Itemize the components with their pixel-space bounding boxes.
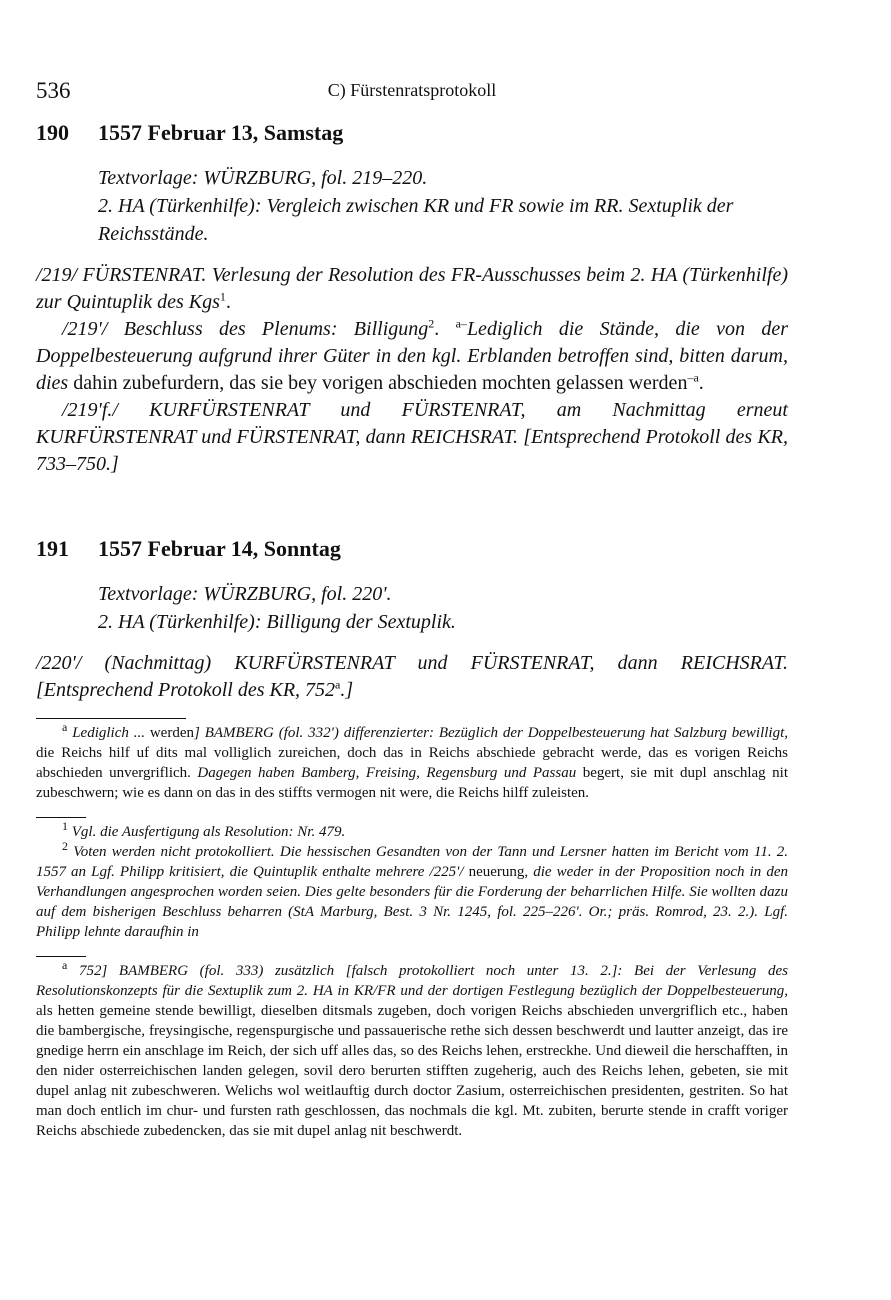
footnote-block: [36, 720, 789, 803]
document-page: [36, 74, 788, 1141]
footnote-block: [36, 958, 789, 1141]
section-number: 190: [36, 120, 69, 145]
body-paragraph: /219'f./ KURFÜRSTENRAT und FÜRSTENRAT, am Nachmittag erneut KURFÜRSTENRAT und FÜRSTENRAT, dann REICHSRAT. [Entsprechend Protokoll des KR, 733–750.]: [36, 399, 788, 475]
footnote-b: $^a$ 752] BAMBERG (fol. 333) zusätzlich [falsch protokolliert noch unter 13. 2.]: Bei der Verlesung des Resolutionskonzepts für die Sextuplik zum 2. HA in KR/FR und der dortigen Festlegung bezüglich der Doppelbesteuerung, als hetten gemeine stende bewilligt, dieselben ditsmals zugeben, doch vorigen Reichs abschieden unvergriflich etc., haben die bambergische, freysingische, regenspurgische und passauerische rethe sich dessen beschwerdt und lautter anzeigt, das ire gnedige herrn ein anschlage im Reich, der sich uff alles das, so des Reichs lehen, erstreckhe. Und dieweil die herschafften, in den nider osterreichischen landen gelegen, sovil dero berurten stifften zugeherig, auch des Reichs lehen, gebeten, sie mit dupel anlag nit zubeschweren. Welichs wol weitlauftig durch doctor Zasium, osterreichischen presidenten, gestriten. So hat man doch entlich im chur- und fursten rath geschlossen, das nochmals die kgl. Mt. zubiten, berurte stende in crafft voriger Reichs abschiede zubedencken, das sie mit dupel anlag nit beschwerdt.: [36, 958, 789, 1139]
body-paragraph: /219'/ Beschluss des Plenums: Billigung$^2$. $^{a-}$Lediglich die Stände, die von der Doppelbesteuerung aufgrund ihrer Güter in den kgl. Erblanden betroffen sind, bitten darum, dies dahin zubefurdern, das sie bey vorigen abschieden mochten gelassen werden$^{-a}$.: [36, 316, 789, 394]
section-number: 191: [36, 536, 69, 561]
text-source: Textvorlage: WÜRZBURG, fol. 220'.: [98, 583, 392, 605]
footnote-a: $^a$ Lediglich ... werden] BAMBERG (fol. 332') differenzierter: Bezüglich der Doppelbesteuerung hat Salzburg bewilligt, die Reichs hilf uf dits mal volliglich zureichen, doch das in Reichs abschiede gebracht werde, das es vorigen Reichs abschieden unvergriflich. Dagegen haben Bamberg, Freising, Regensburg und Passau begert, sie mit dupl anschlag nit zubeschwern; wie es dann on das in des stiffts vermogen nit were, die Reichs hilff zuleisten.: [36, 720, 789, 801]
footnote-rule: [36, 817, 86, 818]
section-meta: [98, 164, 788, 248]
section-body: [36, 650, 788, 704]
body-paragraph: /220'/ (Nachmittag) KURFÜRSTENRAT und FÜRSTENRAT, dann REICHSRAT. [Entsprechend Protokoll des KR, 752$^a$.]: [36, 652, 788, 701]
section-heading: [36, 536, 788, 562]
section-date: 1557 Februar 13, Samstag: [98, 120, 344, 145]
footnote-block: [36, 819, 788, 942]
running-header: [36, 74, 788, 106]
footnote-2: $^2$ Voten werden nicht protokolliert. Die hessischen Gesandten von der Tann und Lersner hatten im Bericht vom 11. 2. 1557 an Lgf. Philipp kritisiert, die Quintuplik enthalte mehrere /225'/ neuerung, die weder in der Proposition noch in den Verhandlungen angesprochen worden seien. Dies gelte besonders für die Forderung der beharrlichen Hilfe. Sie wollten dazu auf dem bisherigen Beschluss beharren (StA Marburg, Best. 3 Nr. 1245, fol. 225–226'. Or.; präs. Romrod, 23. 2.). Lgf. Philipp lehnte daraufhin in: [36, 839, 788, 940]
footnote-rule: [36, 718, 186, 719]
section-topic: 2. HA (Türkenhilfe): Billigung der Sextuplik.: [98, 611, 456, 633]
text-source: Textvorlage: WÜRZBURG, fol. 219–220.: [98, 167, 428, 189]
section-meta: [98, 580, 788, 636]
running-title: C) Fürstenratsprotokoll: [327, 80, 497, 100]
section-body: [36, 262, 788, 478]
footnote-1: $^1$ Vgl. die Ausfertigung als Resolution: Nr. 479.: [62, 819, 346, 840]
body-paragraph: /219/ FÜRSTENRAT. Verlesung der Resolution des FR-Ausschusses beim 2. HA (Türkenhilfe) zur Quintuplik des Kgs$^1$.: [36, 264, 788, 313]
footnote-rule: [36, 956, 86, 957]
section-heading: [36, 120, 788, 146]
page-number: 536: [36, 78, 71, 103]
section-topic: 2. HA (Türkenhilfe): Vergleich zwischen KR und FR sowie im RR. Sextuplik der Reichsstände.: [98, 195, 734, 245]
section-date: 1557 Februar 14, Sonntag: [98, 536, 341, 561]
